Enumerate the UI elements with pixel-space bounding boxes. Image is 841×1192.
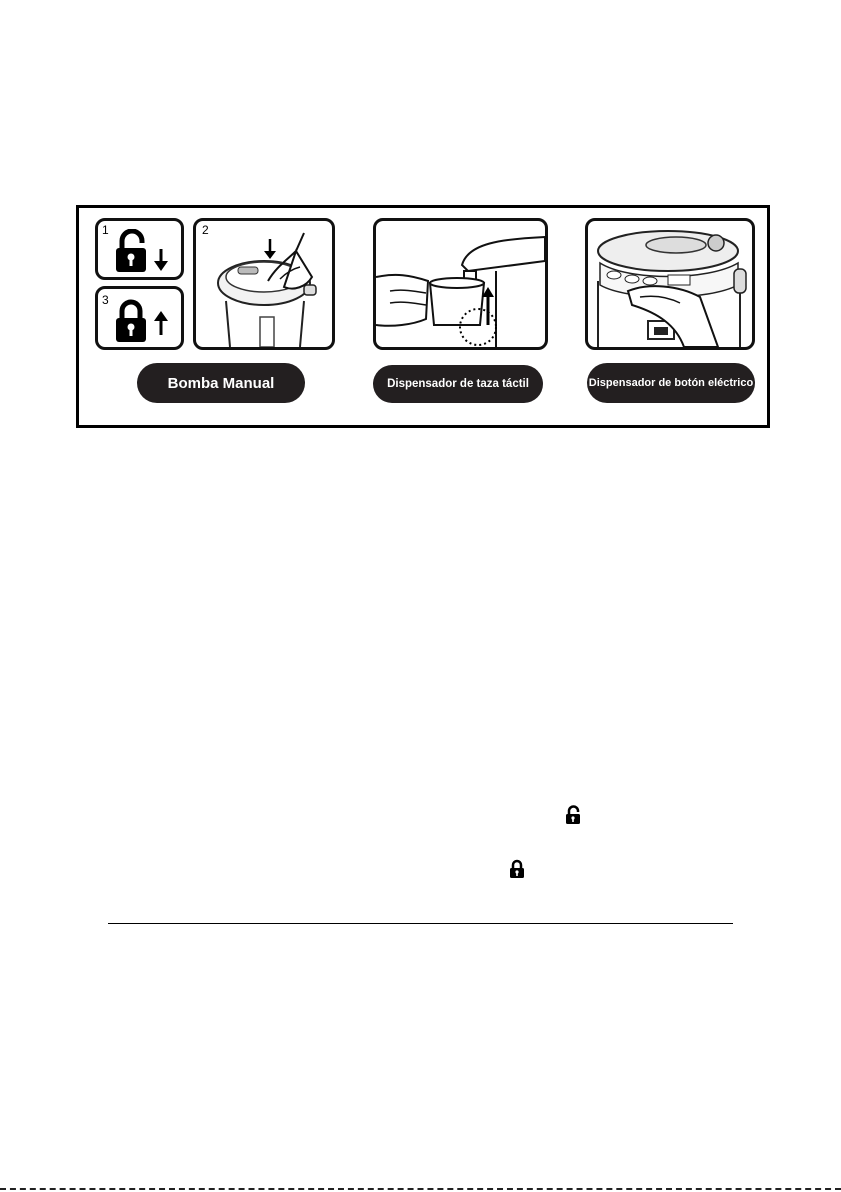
touch-cup-label: Dispensador de taza táctil <box>373 365 543 403</box>
page-edge-dashes <box>0 1188 841 1190</box>
step-1-panel <box>95 218 184 280</box>
lock-icon <box>509 859 525 879</box>
step-1-number: 1 <box>102 223 109 237</box>
touch-cup-panel <box>373 218 548 350</box>
arrow-down-icon <box>154 249 168 271</box>
step-3-number: 3 <box>102 293 109 307</box>
dispense-methods-figure <box>76 205 770 428</box>
touch-cup-illustration <box>376 221 545 347</box>
electric-button-illustration <box>588 221 752 347</box>
step-2-number: 2 <box>202 223 209 237</box>
unlock-icon <box>116 229 150 273</box>
step-3-panel <box>95 286 184 350</box>
arrow-up-icon <box>154 311 168 335</box>
step-2-panel <box>193 218 335 350</box>
manual-pump-illustration <box>196 221 332 347</box>
electric-button-panel <box>585 218 755 350</box>
electric-button-label: Dispensador de botón eléctrico <box>587 363 755 403</box>
lock-icon <box>116 299 150 343</box>
manual-pump-label: Bomba Manual <box>137 363 305 403</box>
unlock-icon <box>565 805 581 825</box>
horizontal-rule <box>108 923 733 924</box>
